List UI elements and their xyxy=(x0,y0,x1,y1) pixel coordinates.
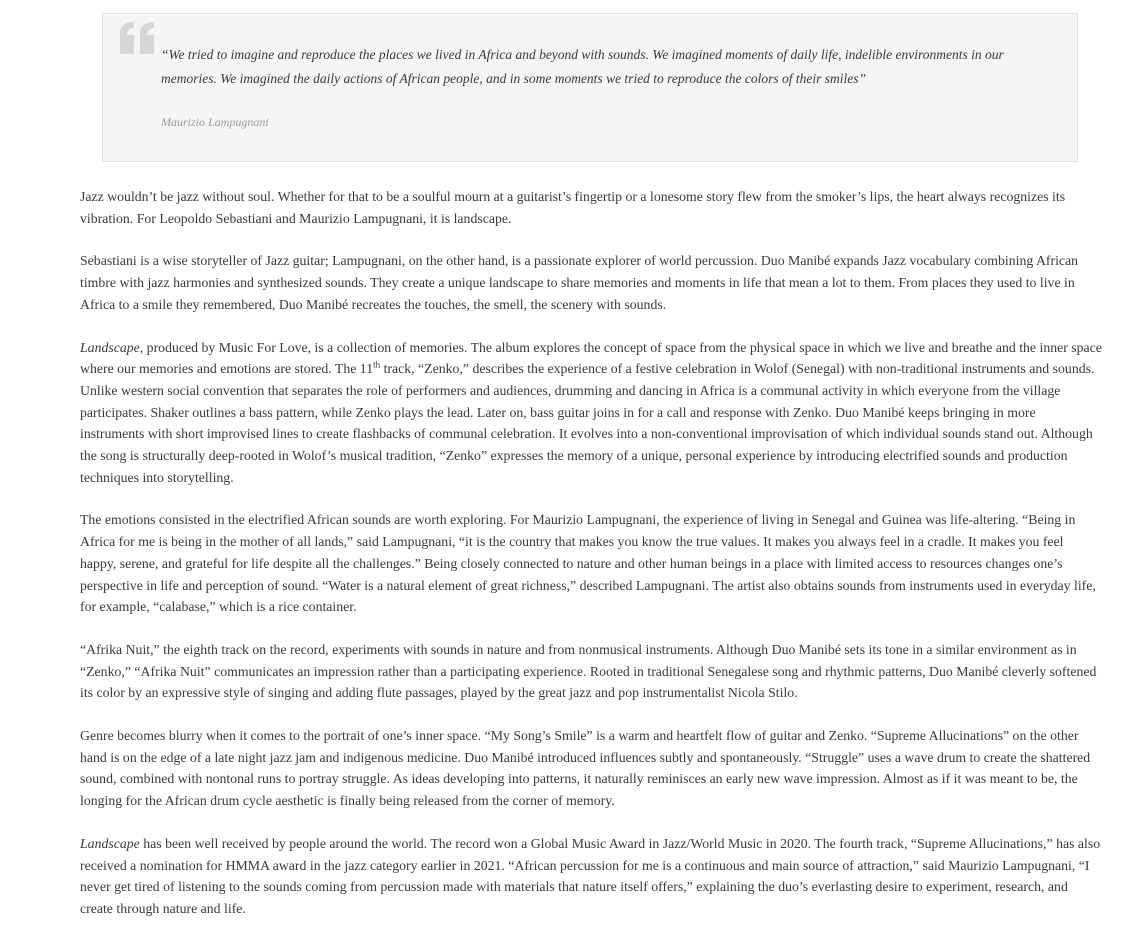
quote-text: “We tried to imagine and reproduce the places we lived in Africa and beyond with sounds. We imagined moments of daily life, indelible environments in our memories. We imagined the daily actions of African people, and in some moments we tried to reproduce the colors of their smiles” xyxy=(161,47,1004,86)
paragraph-2: Sebastiani is a wise storyteller of Jazz guitar; Lampugnani, on the other hand, is a passionate explorer of world percussion. Duo Manibé expands Jazz vocabulary combining African timbre with jazz harmonies and synthesized sounds. They create a unique landscape to share memories and moments in life that mean a lot to them. From places they used to live in Africa to a smile they remembered, Duo Manibé recreates the touches, the smell, the scenery with sounds. xyxy=(80,253,1079,312)
paragraph-3-text-a: produced by Music For Love, is a collection of memories. The album explores the concept of space from the physical space in which we live and breathe and the inner space where our memories and emotions are stored. The 11 xyxy=(80,339,1102,377)
article-body xyxy=(80,186,1102,941)
paragraph-3-text-b: track, “Zenko,” describes the experience of a festive celebration in Wolof (Senegal) with non-traditional instruments and sounds. Unlike western social convention that separates the role of performers and audiences, drumming and dancing in Africa is a communal activity in which everyone from the village participates. Shaker outlines a bass pattern, while Zenko plays the lead. Later on, bass guitar joins in for a call and response with Zenko. Duo Manibé keeps bringing in more instruments with short improvised lines to create flashbacks of communal celebration. It evolves into a non-conventional improvisation of which individual sounds stand out. Although the song is structurally deep-rooted in Wolof’s musical tradition, “Zenko” expresses the memory of a unique, personal experience by introducing electrified sounds and production techniques into storytelling. xyxy=(80,361,1095,485)
album-title: Landscape xyxy=(80,835,140,851)
paragraph-6: Genre becomes blurry when it comes to the portrait of one’s inner space. “My Song’s Smile” is a warm and heartfelt flow of guitar and Zenko. “Supreme Allucinations” on the other hand is on the edge of a late night jazz jam and indigenous medicine. Duo Manibé introduced influences subtly and spontaneously. “Struggle” uses a wave drum to create the shattered sound, combined with nontonal runs to portray struggle. As ideas developing into patterns, it naturally reminisces an early new wave impression. Almost as if it was meant to be, the longing for the African drum cycle aesthetic is finally being released from the corner of memory. xyxy=(80,728,1091,809)
album-title: Landscape, xyxy=(80,339,144,355)
paragraph-1: Jazz wouldn’t be jazz without soul. Whether for that to be a soulful mourn at a guitarist’s fingertip or a lonesome story flew from the smoker’s lips, the heart always recognizes its vibration. For Leopoldo Sebastiani and Maurizio Lampugnani, it is landscape. xyxy=(80,189,1066,226)
ordinal-suffix: th xyxy=(373,359,381,370)
paragraph-5: “Afrika Nuit,” the eighth track on the record, experiments with sounds in nature and from nonmusical instruments. Although Duo Manibé sets its tone in a similar environment as in “Zenko,” “Afrika Nuit” communicates an impression rather than a participating experience. Rooted in traditional Senegalese song and rhythmic patterns, Duo Manibé cleverly softened its color by an expressive style of singing and adding flute passages, played by the great jazz and pop instrumentalist Nicola Stilo. xyxy=(80,641,1097,701)
paragraph-7 xyxy=(80,833,1102,920)
pull-quote xyxy=(102,13,1078,162)
paragraph-7-text: has been well received by people around the world. The record won a Global Music Award in Jazz/World Music in 2020. The fourth track, “Supreme Allucinations,” has also received a nomination for HMMA award in the jazz category earlier in 2021. “African percussion for me is a continuous and main source of attraction,” said Maurizio Lampugnani, “I never get tired of listening to the sounds coming from percussion made with materials that nature itself offers,” explaining the duo’s everlasting desire to experiment, research, and create through nature and life. xyxy=(80,835,1101,916)
quote-author: Maurizio Lampugnani xyxy=(161,115,269,129)
paragraph-3 xyxy=(80,337,1102,489)
paragraph-4: The emotions consisted in the electrified African sounds are worth exploring. For Maurizio Lampugnani, the experience of living in Senegal and Guinea was life-altering. “Being in Africa for me is being in the mother of all lands,” said Lampugnani, “it is the country that makes you know the true values. It makes you always feel in a cradle. It makes you feel happy, serene, and grateful for life despite all the challenges.” Being closely connected to nature and other human beings in a place with limited access to resources changes one’s perspective in life and perception of sound. “Water is a natural element of great richness,” described Lampugnani. The artist also obtains sounds from instruments used in everyday life, for example, “calabase,” which is a rice container. xyxy=(80,512,1096,615)
quote-open-icon xyxy=(118,20,158,60)
